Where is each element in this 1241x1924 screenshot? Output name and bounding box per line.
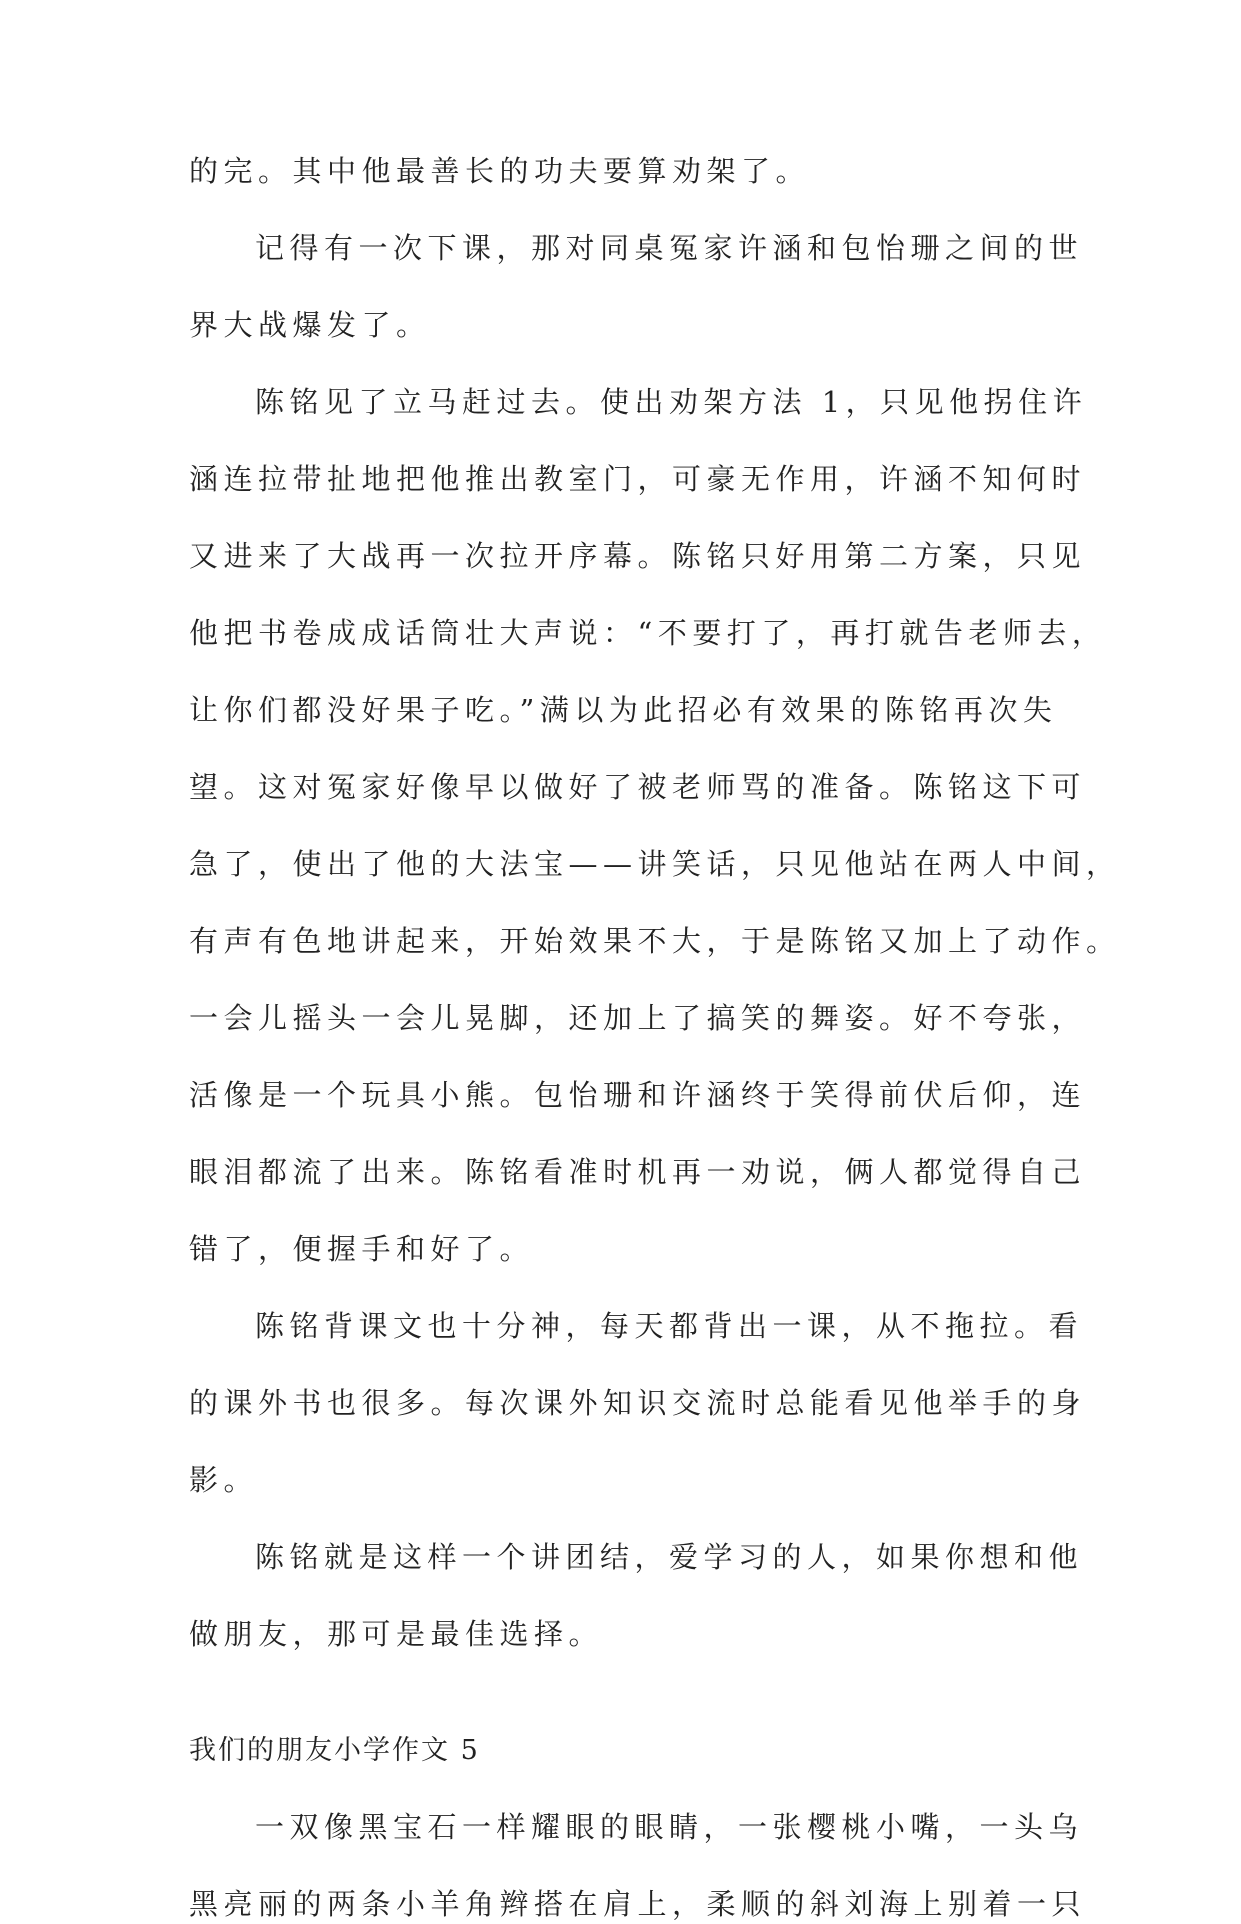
text-line: 眼泪都流了出来。陈铭看准时机再一劝说，俩人都觉得自己 [189, 1155, 1087, 1189]
paragraph-start-line: 陈铭背课文也十分神，每天都背出一课，从不拖拉。看 [255, 1309, 1084, 1343]
text-line: 望。这对冤家好像早以做好了被老师骂的准备。陈铭这下可 [189, 770, 1087, 804]
text-line: 错了，便握手和好了。 [189, 1232, 535, 1266]
text-line: 又进来了大战再一次拉开序幕。陈铭只好用第二方案，只见 [189, 539, 1087, 573]
text-line: 黑亮丽的两条小羊角辫搭在肩上，柔顺的斜刘海上别着一只 [189, 1887, 1087, 1921]
text-line: 有声有色地讲起来，开始效果不大，于是陈铭又加上了动作。 [189, 924, 1121, 958]
text-line: 急了，使出了他的大法宝——讲笑话，只见他站在两人中间， [189, 847, 1121, 881]
text-line: 的完。其中他最善长的功夫要算劝架了。 [189, 154, 811, 188]
text-line: 影。 [189, 1463, 259, 1497]
text-line: 界大战爆发了。 [189, 308, 431, 342]
text-line: 让你们都没好果子吃。”满以为此招必有效果的陈铭再次失 [189, 693, 1058, 727]
text-line: 活像是一个玩具小熊。包怡珊和许涵终于笑得前伏后仰，连 [189, 1078, 1087, 1112]
paragraph-start-line: 一双像黑宝石一样耀眼的眼睛，一张樱桃小嘴，一头乌 [255, 1810, 1084, 1844]
text-line: 涵连拉带扯地把他推出教室门，可豪无作用，许涵不知何时 [189, 462, 1087, 496]
text-line: 做朋友，那可是最佳选择。 [189, 1617, 604, 1651]
section-heading: 我们的朋友小学作文 5 [189, 1735, 480, 1766]
text-line: 一会儿摇头一会儿晃脚，还加上了搞笑的舞姿。好不夸张， [189, 1001, 1087, 1035]
paragraph-start-line: 陈铭就是这样一个讲团结，爱学习的人，如果你想和他 [255, 1540, 1084, 1574]
text-line: 他把书卷成成话筒壮大声说：“不要打了，再打就告老师去， [189, 616, 1107, 650]
paragraph-start-line: 陈铭见了立马赶过去。使出劝架方法 1，只见他拐住许 [255, 385, 1088, 419]
text-line: 的课外书也很多。每次课外知识交流时总能看见他举手的身 [189, 1386, 1087, 1420]
paragraph-start-line: 记得有一次下课，那对同桌冤家许涵和包怡珊之间的世 [255, 231, 1084, 265]
